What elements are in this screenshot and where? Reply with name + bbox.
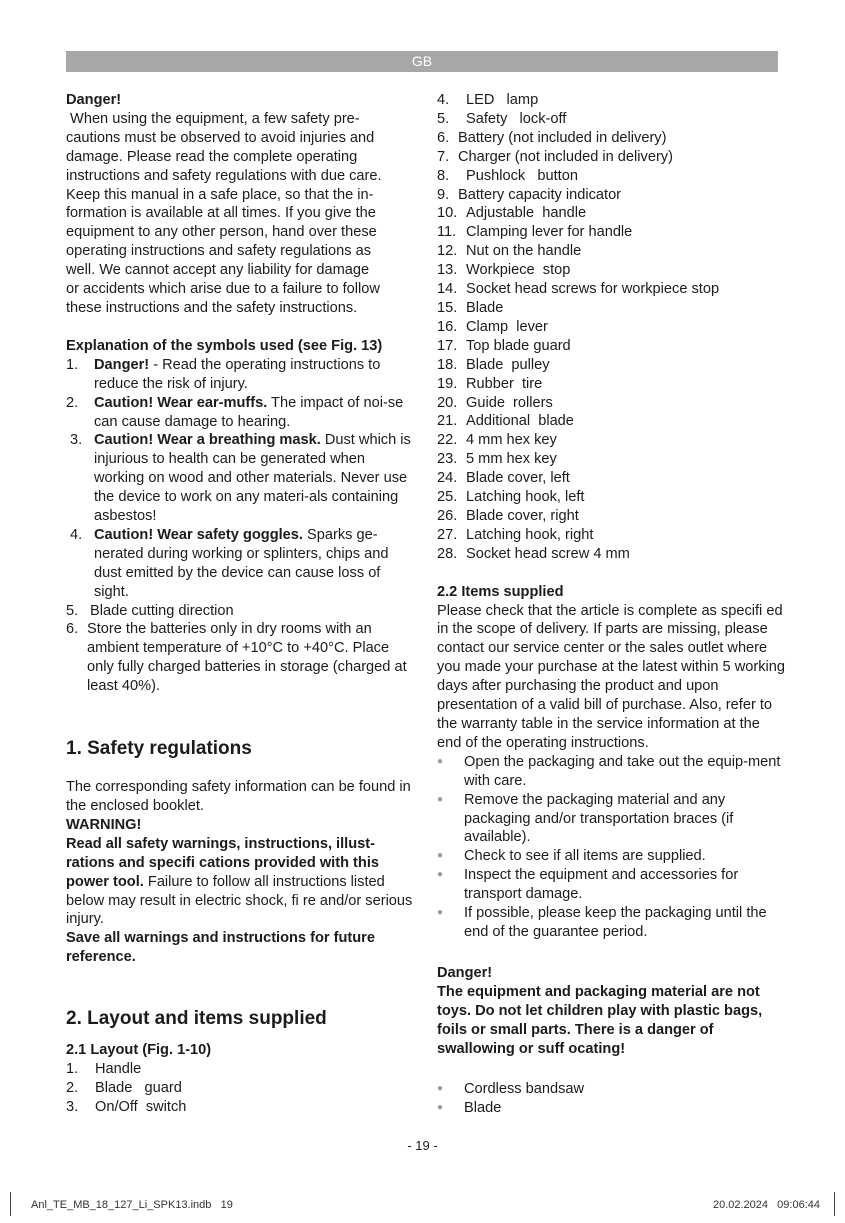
item-bold: Caution! Wear a breathing mask. <box>94 432 321 449</box>
item-number: 4. <box>437 92 450 108</box>
item-text: Sparks ge-nerated during working or splinters, chips and dust emitted by the device can cause loss of sight. <box>94 526 389 600</box>
symbol-item <box>66 356 414 394</box>
section-1-text: The corresponding safety information can be found in the enclosed booklet. <box>66 779 411 814</box>
item-label: Guide rollers <box>466 394 553 411</box>
danger-line: When using the equipment, a few safety pre- <box>66 110 360 127</box>
bullet-icon: ● <box>437 755 444 767</box>
item-label: LED lamp <box>466 92 539 108</box>
layout-item <box>437 167 785 186</box>
layout-item <box>437 223 785 242</box>
bullet-text: If possible, please keep the packaging until the end of the guarantee period. <box>464 905 767 940</box>
layout-item <box>437 431 785 450</box>
layout-item <box>437 318 785 337</box>
bullet-icon: ● <box>437 907 444 919</box>
bullet-item <box>437 866 785 904</box>
item-label: Battery capacity indicator <box>458 186 622 203</box>
item-label: Top blade guard <box>466 337 571 354</box>
bullet-icon: ● <box>437 793 444 805</box>
layout-item <box>437 412 785 431</box>
layout-item <box>437 394 785 413</box>
item-label: Blade guard <box>95 1079 182 1096</box>
left-column <box>66 91 414 1117</box>
item-label: Socket head screws for workpiece stop <box>466 281 720 298</box>
item-label: Latching hook, left <box>466 489 585 506</box>
bullet-icon: ● <box>437 869 444 881</box>
layout-item <box>437 526 785 545</box>
item-number: 3. <box>66 1098 79 1115</box>
item-bold: Danger! <box>94 356 150 373</box>
item-label: Safety lock-off <box>466 110 567 127</box>
layout-item <box>437 129 785 148</box>
symbols-heading: Explanation of the symbols used (see Fig. 13) <box>66 337 383 354</box>
crop-mark <box>10 1192 11 1216</box>
warning-bold: Read all safety warnings, instructions, illust-rations and specifi cations provided with this power tool. <box>66 835 380 890</box>
item-number: 4. <box>70 526 83 543</box>
item-number: 27. <box>437 526 458 543</box>
warning-text: Failure to follow all instructions listed below may result in electric shock, fi re and/or serious injury. <box>66 873 413 928</box>
items-supplied-heading: 2.2 Items supplied <box>437 583 564 600</box>
item-number: 20. <box>437 394 458 411</box>
layout-item <box>437 148 785 167</box>
item-number: 1. <box>66 1061 79 1078</box>
item-label: Nut on the handle <box>466 243 582 260</box>
layout-item <box>437 507 785 526</box>
layout-item <box>437 337 785 356</box>
item-text: The impact of noi-se can cause damage to hearing. <box>94 394 404 430</box>
layout-item <box>66 1060 414 1079</box>
item-number: 21. <box>437 413 458 430</box>
item-label: Socket head screw 4 mm <box>466 545 630 562</box>
item-label: Workpiece stop <box>466 262 571 279</box>
item-label: Blade cover, right <box>466 507 579 524</box>
danger-heading: Danger! <box>66 92 122 108</box>
symbol-item <box>66 620 414 696</box>
item-number: 15. <box>437 299 458 316</box>
item-number: 8. <box>437 167 450 184</box>
item-bold: Caution! Wear ear-muffs. <box>94 394 268 411</box>
layout-item <box>437 261 785 280</box>
item-label: On/Off switch <box>95 1098 187 1115</box>
item-text: - Read the operating instructions to reduce the risk of injury. <box>94 356 381 392</box>
item-text: Store the batteries only in dry rooms with an ambient temperature of +10°C to +40°C. Place only fully charged batteries in storage (charged at least 40%). <box>87 621 407 695</box>
item-number: 28. <box>437 545 458 562</box>
danger-line: instructions and safety regulations with due care. <box>66 167 382 184</box>
items-supplied-text: Please check that the article is complete as specifi ed in the scope of delivery. If parts are missing, please contact our service center or the sales outlet where you made your purchase at the latest within 5 working days after purchasing the product and upon presentation of a valid bill of purchase. Also, refer to the warranty table in the service information at the end of the operating instructions. <box>437 602 786 751</box>
item-label: Clamp lever <box>466 318 548 335</box>
danger-line: equipment to any other person, hand over these <box>66 224 377 241</box>
crop-mark <box>834 1192 835 1216</box>
item-text: Dust which is injurious to health can be generated when working on wood and other materials. Never use the device to work on any materi-als containing asbestos! <box>94 432 411 525</box>
danger-line: damage. Please read the complete operating <box>66 148 358 165</box>
item-number: 9. <box>437 186 450 203</box>
items-supplied-bullets <box>437 753 785 942</box>
symbol-item <box>66 526 414 602</box>
layout-item <box>437 545 785 564</box>
item-number: 2. <box>66 394 79 411</box>
bullet-text: Check to see if all items are supplied. <box>464 848 706 865</box>
footer-file: Anl_TE_MB_18_127_Li_SPK13.indb 19 <box>31 1199 233 1211</box>
language-label: GB <box>411 53 433 69</box>
section-1-title: 1. Safety regulations <box>66 738 252 760</box>
layout-heading: 2.1 Layout (Fig. 1-10) <box>66 1042 212 1059</box>
item-label: Battery (not included in delivery) <box>458 129 667 146</box>
item-label: Charger (not included in delivery) <box>458 148 673 165</box>
layout-item <box>437 488 785 507</box>
danger-line: operating instructions and safety regulations as <box>66 243 372 260</box>
danger-line: Keep this manual in a safe place, so that the in- <box>66 186 374 203</box>
warning-heading: WARNING! <box>66 816 142 833</box>
item-label: Pushlock button <box>466 167 578 184</box>
layout-item <box>437 242 785 261</box>
language-header-bar <box>66 51 778 72</box>
layout-item <box>437 450 785 469</box>
layout-item <box>437 204 785 223</box>
symbols-list <box>66 356 414 696</box>
layout-list <box>66 1060 414 1117</box>
layout-item <box>437 91 785 110</box>
symbol-item <box>66 602 414 621</box>
item-number: 13. <box>437 262 458 279</box>
symbol-item <box>66 431 414 526</box>
item-label: Clamping lever for handle <box>466 224 633 241</box>
item-number: 17. <box>437 337 458 354</box>
bullet-item <box>437 847 785 866</box>
bullet-item <box>437 904 785 942</box>
item-number: 11. <box>437 224 457 241</box>
warning-paragraph <box>66 835 414 930</box>
item-label: Blade pulley <box>466 356 550 373</box>
item-label: Rubber tire <box>466 375 543 392</box>
item-text: Blade cutting direction <box>90 602 234 619</box>
item-number: 18. <box>437 356 458 373</box>
layout-item <box>437 280 785 299</box>
layout-item <box>437 375 785 394</box>
item-label: Additional blade <box>466 413 574 430</box>
bullet-item <box>437 1080 785 1099</box>
danger-heading-2: Danger! <box>437 964 493 981</box>
item-label: 4 mm hex key <box>466 432 557 449</box>
item-number: 6. <box>437 129 450 146</box>
item-number: 12. <box>437 243 458 260</box>
section-2-title: 2. Layout and items supplied <box>66 1008 327 1030</box>
item-label: Latching hook, right <box>466 526 594 543</box>
item-label: Handle <box>95 1061 142 1078</box>
danger-line: cautions must be observed to avoid injuries and <box>66 129 375 146</box>
item-number: 2. <box>66 1079 79 1096</box>
bullet-text: Open the packaging and take out the equip-ment with care. <box>464 753 781 789</box>
item-label: 5 mm hex key <box>466 451 557 468</box>
danger-line: these instructions and the safety instructions. <box>66 299 358 316</box>
item-number: 7. <box>437 148 450 165</box>
save-instructions: Save all warnings and instructions for future reference. <box>66 930 375 966</box>
layout-item <box>437 356 785 375</box>
item-number: 19. <box>437 375 458 392</box>
item-label: Adjustable handle <box>466 205 587 222</box>
layout-item <box>66 1079 414 1098</box>
item-number: 25. <box>437 489 458 506</box>
bullet-text: Blade <box>464 1100 502 1117</box>
item-number: 24. <box>437 470 458 487</box>
item-number: 1. <box>66 356 79 373</box>
item-number: 26. <box>437 507 458 524</box>
danger-line: formation is available at all times. If you give the <box>66 205 376 222</box>
item-bold: Caution! Wear safety goggles. <box>94 526 303 543</box>
bullet-text: Inspect the equipment and accessories for transport damage. <box>464 867 739 903</box>
item-number: 10. <box>437 205 458 222</box>
item-number: 3. <box>70 432 83 449</box>
item-number: 5. <box>66 602 79 619</box>
footer-timestamp: 20.02.2024 09:06:44 <box>712 1199 820 1211</box>
item-label: Blade cover, left <box>466 470 570 487</box>
bullet-icon: ● <box>437 1083 444 1095</box>
layout-item <box>437 186 785 205</box>
bullet-item <box>437 1099 785 1118</box>
danger-line: or accidents which arise due to a failure to follow <box>66 281 380 298</box>
item-number: 23. <box>437 451 458 468</box>
bullet-item <box>437 791 785 848</box>
right-column <box>437 91 785 1118</box>
danger-warning-text: The equipment and packaging material are not toys. Do not let children play with plastic bags, foils or small parts. There is a danger of swallowing or suff ocating! <box>437 983 763 1057</box>
item-number: 14. <box>437 281 458 298</box>
layout-item <box>66 1098 414 1117</box>
layout-item <box>437 469 785 488</box>
item-number: 16. <box>437 318 458 335</box>
danger-paragraph <box>66 110 414 318</box>
item-label: Blade <box>466 299 504 316</box>
layout-item <box>437 299 785 318</box>
symbol-item <box>66 394 414 432</box>
layout-list-continued <box>437 91 785 564</box>
layout-item <box>437 110 785 129</box>
item-number: 5. <box>437 110 450 127</box>
page-number: - 19 - <box>407 1138 438 1153</box>
bullet-text: Cordless bandsaw <box>464 1081 585 1098</box>
bullet-icon: ● <box>437 1102 444 1114</box>
bullet-item <box>437 753 785 791</box>
danger-line: well. We cannot accept any liability for damage <box>66 262 370 279</box>
item-number: 6. <box>66 621 79 638</box>
bullet-icon: ● <box>437 850 444 862</box>
item-number: 22. <box>437 432 458 449</box>
bullet-text: Remove the packaging material and any packaging and/or transportation braces (if available). <box>464 791 734 846</box>
delivery-contents-list <box>437 1080 785 1118</box>
